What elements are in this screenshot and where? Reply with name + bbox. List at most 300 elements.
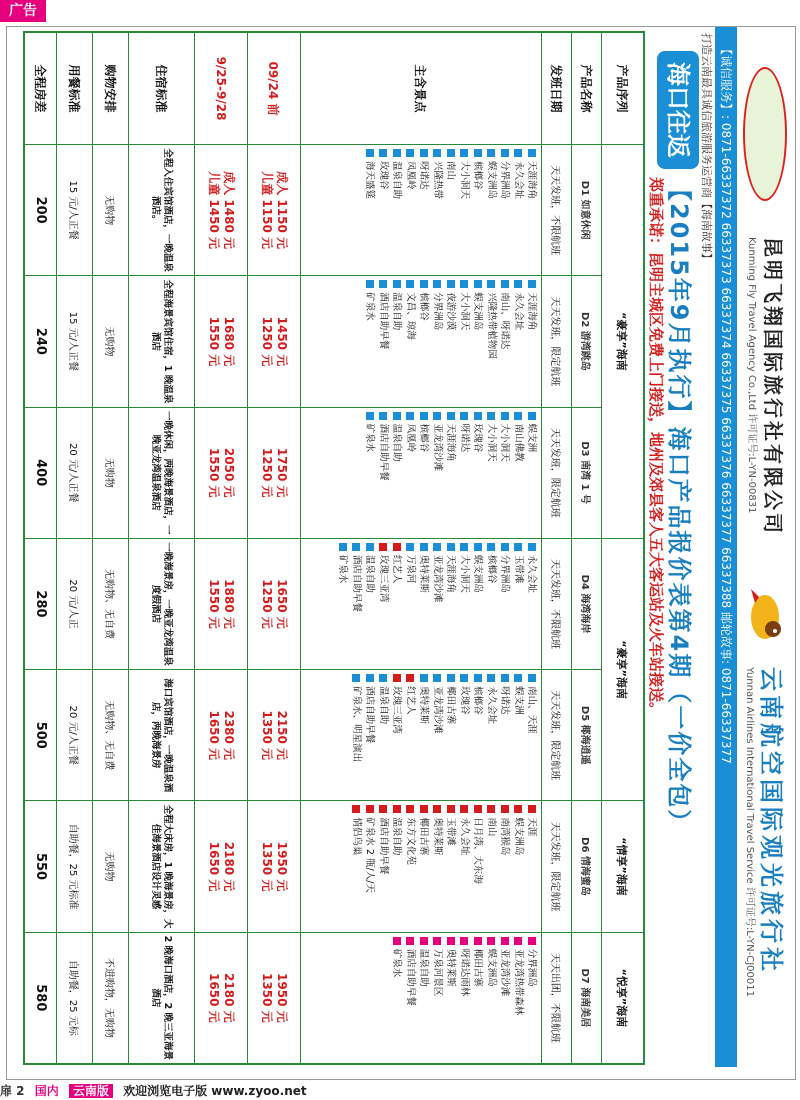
spot-item xyxy=(484,674,498,796)
spot-text: 南山、呀诺达 xyxy=(499,292,511,350)
row-spots xyxy=(300,33,542,1064)
spot-text: 南山佛教 xyxy=(512,423,524,462)
bullet-square-icon xyxy=(487,149,495,157)
spot-item xyxy=(376,543,390,665)
bullet-square-icon xyxy=(501,674,509,682)
spots-list xyxy=(300,407,542,538)
bullet-square-icon xyxy=(447,280,455,288)
promise-text: 郑重承诺：昆明主城区免费上门接送，地州及郊县客人五大客运站及火车站接送。 xyxy=(647,177,665,718)
bullet-square-icon xyxy=(447,412,455,420)
spot-text: 亚龙湾沙滩 xyxy=(431,686,443,734)
shopping-cell: 无购物 xyxy=(92,276,128,407)
bullet-square-icon xyxy=(433,412,441,420)
bullet-square-icon xyxy=(528,543,536,551)
bullet-square-icon xyxy=(379,149,387,157)
spot-text: 酒店自助早餐 xyxy=(404,948,416,1006)
price-cell: 2180 元 1650 元 xyxy=(194,932,247,1063)
spot-item xyxy=(511,280,525,402)
spot-item xyxy=(430,543,444,665)
spot-text: 大小洞天 xyxy=(499,423,511,462)
spot-item xyxy=(471,805,485,927)
bullet-square-icon xyxy=(406,674,414,682)
spot-text: 温泉自助 xyxy=(391,161,403,200)
spot-text: 天涯海角 xyxy=(526,292,538,331)
spot-text: 温泉自助 xyxy=(364,554,376,593)
spot-item xyxy=(457,543,471,665)
spot-text: 矿泉水 xyxy=(364,292,376,321)
spot-text: 奥特莱斯 xyxy=(431,817,443,856)
bullet-square-icon xyxy=(514,412,522,420)
spot-text: 槟榔谷 xyxy=(472,161,484,190)
spot-text: 椰田古寨 xyxy=(445,686,457,725)
company2-name: 云南航空国际观光旅行社 xyxy=(757,667,785,975)
spot-text: 呀诺达 xyxy=(458,423,470,453)
spot-item xyxy=(430,937,444,1059)
spot-text: 分界洲岛 xyxy=(431,292,443,331)
bullet-square-icon xyxy=(528,412,536,420)
bullet-square-icon xyxy=(406,280,414,288)
row-label: 09/24 前 xyxy=(247,33,300,145)
bullet-square-icon xyxy=(406,805,414,813)
bullet-square-icon xyxy=(379,674,387,682)
spot-item xyxy=(444,937,458,1059)
spot-text: 酒店自助早餐 xyxy=(350,554,362,612)
spot-item xyxy=(484,805,498,927)
bullet-square-icon xyxy=(501,412,509,420)
bullet-square-icon xyxy=(487,937,495,945)
spot-item xyxy=(363,149,377,271)
bullet-square-icon xyxy=(366,149,374,157)
price-cell: 1950 元 1350 元 xyxy=(247,801,300,932)
bullet-square-icon xyxy=(420,412,428,420)
spot-text: 夜游沙漠 xyxy=(445,292,457,331)
price-cell: 1950 元 1350 元 xyxy=(247,932,300,1063)
spot-text: 椰田古寨 xyxy=(472,948,484,987)
meal-cell: 自助餐，25 元标准 xyxy=(56,801,92,932)
spot-item xyxy=(525,674,539,796)
spot-text: 情侣鸟巢 xyxy=(350,817,362,856)
spot-text: 分界洲岛 xyxy=(499,161,511,200)
spot-text: 矿泉水 2 瓶/人/天 xyxy=(364,817,376,893)
departure: 天天发班，限定航班 xyxy=(542,670,572,801)
bullet-square-icon xyxy=(528,280,536,288)
spot-item xyxy=(511,543,525,665)
spots-list xyxy=(300,670,542,801)
bullet-square-icon xyxy=(447,543,455,551)
departure: 天天发班，限定航班 xyxy=(542,276,572,407)
spot-item xyxy=(363,412,377,534)
room-cell: 200 xyxy=(25,145,57,276)
spot-text: 大小洞天 xyxy=(458,161,470,200)
bullet-square-icon xyxy=(487,412,495,420)
price-cell: 成人 1480 元 儿童 1450 元 xyxy=(194,145,247,276)
spot-item xyxy=(498,543,512,665)
row-meal xyxy=(56,33,92,1064)
group-label: “豪享”海南 xyxy=(601,145,643,539)
spot-text: 大小洞天 xyxy=(458,292,470,331)
meal-cell: 自助餐，25 元标 xyxy=(56,932,92,1063)
spot-item xyxy=(336,543,350,665)
spot-item xyxy=(511,149,525,271)
bullet-square-icon xyxy=(447,674,455,682)
bullet-square-icon xyxy=(474,543,482,551)
spot-item xyxy=(471,674,485,796)
group-label: “悦享”海南 xyxy=(601,932,643,1063)
spot-text: 兴隆热带 xyxy=(431,161,443,200)
product-name: D2 游湾跳岛 xyxy=(571,276,601,407)
spot-item xyxy=(444,412,458,534)
bullet-square-icon xyxy=(379,805,387,813)
spot-item xyxy=(417,149,431,271)
spot-item xyxy=(457,937,471,1059)
row-series xyxy=(601,33,643,1064)
bullet-square-icon xyxy=(420,543,428,551)
spot-item xyxy=(457,674,471,796)
bullet-square-icon xyxy=(501,805,509,813)
spot-item xyxy=(417,937,431,1059)
page-title: 【2015年9月执行】海口产品报价表第4期（一价全包） xyxy=(665,177,693,836)
spot-text: 玫瑰三亚湾 xyxy=(377,554,389,603)
spot-item xyxy=(417,674,431,796)
spot-item xyxy=(444,543,458,665)
shopping-cell: 无购物、无自费 xyxy=(92,538,128,669)
spot-item xyxy=(498,674,512,796)
bullet-square-icon xyxy=(487,674,495,682)
price-cell: 2380 元 1650 元 xyxy=(194,670,247,801)
row-label: 用餐标准 xyxy=(56,33,92,145)
row-label: 9/25-9/28 xyxy=(194,33,247,145)
bullet-square-icon xyxy=(420,674,428,682)
edition-label: 云南版 xyxy=(69,1084,113,1098)
spot-item xyxy=(471,412,485,534)
price-cell: 成人 1150 元 儿童 1150 元 xyxy=(247,145,300,276)
spot-text: 玫瑰谷 xyxy=(458,686,470,715)
bullet-square-icon xyxy=(366,805,374,813)
bullet-square-icon xyxy=(406,149,414,157)
row-hotel xyxy=(128,33,194,1064)
spot-text: 大小洞天 xyxy=(485,423,497,462)
price-cell: 1750 元 1250 元 xyxy=(247,407,300,538)
bullet-square-icon xyxy=(460,937,468,945)
spot-item xyxy=(484,412,498,534)
bullet-square-icon xyxy=(406,937,414,945)
spot-text: 奥特莱斯 xyxy=(418,554,430,593)
departure: 天天发班，限定航班 xyxy=(542,801,572,932)
spot-text: 永久会址 xyxy=(512,161,524,200)
bullet-square-icon xyxy=(514,280,522,288)
spot-text: 矿泉水 xyxy=(391,948,403,978)
bullet-square-icon xyxy=(406,543,414,551)
spot-text: 天涯海角 xyxy=(445,423,457,462)
bullet-square-icon xyxy=(528,937,536,945)
bullet-square-icon xyxy=(460,280,468,288)
shopping-cell: 无购物、无自费 xyxy=(92,670,128,801)
bullet-square-icon xyxy=(474,805,482,813)
spot-item xyxy=(484,149,498,271)
spot-text: 亚龙湾沙滩 xyxy=(431,554,443,603)
spots-list xyxy=(300,538,542,669)
spot-text: 亚龙湾沙滩 xyxy=(499,948,511,997)
bullet-square-icon xyxy=(393,937,401,945)
product-name: D5 椰海逍遥 xyxy=(571,670,601,801)
bullet-square-icon xyxy=(433,937,441,945)
spot-item xyxy=(349,805,363,927)
row-label: 产品名称 xyxy=(571,33,601,145)
spot-text: 矿泉水 xyxy=(364,423,376,453)
spot-text: 兴隆热带植物园 xyxy=(485,292,497,359)
bullet-square-icon xyxy=(379,412,387,420)
group-label: “情享”海南 xyxy=(601,801,643,932)
row-price1 xyxy=(247,33,300,1064)
spot-item xyxy=(444,149,458,271)
spot-item xyxy=(403,149,417,271)
header xyxy=(699,27,795,1067)
row-label: 住宿标准 xyxy=(128,33,194,145)
bullet-square-icon xyxy=(514,674,522,682)
bullet-square-icon xyxy=(352,805,360,813)
spot-item xyxy=(363,674,377,796)
spot-text: 红艺人 xyxy=(391,554,403,584)
spot-item xyxy=(430,412,444,534)
spot-item xyxy=(511,805,525,927)
bullet-square-icon xyxy=(460,805,468,813)
spot-text: 红艺人 xyxy=(404,686,416,715)
spot-text: 南山 xyxy=(485,817,497,837)
tagline: 打造云南最具诚信旅游服务运营商【海南故事】 xyxy=(700,33,713,264)
spot-text: 天涯海角 xyxy=(445,554,457,593)
spot-item xyxy=(363,280,377,402)
spot-item xyxy=(430,674,444,796)
shopping-cell: 无购物 xyxy=(92,407,128,538)
spot-item xyxy=(376,674,390,796)
spot-item xyxy=(390,937,404,1059)
company2-sub: Yunnan Airlines International Travel Service 许可证号:L-YN-CJ00011 xyxy=(744,667,755,997)
bullet-square-icon xyxy=(514,937,522,945)
bullet-square-icon xyxy=(474,937,482,945)
spot-item xyxy=(525,412,539,534)
shopping-cell: 不进购物，无购物 xyxy=(92,932,128,1063)
shopping-cell: 无购物 xyxy=(92,801,128,932)
bullet-square-icon xyxy=(366,543,374,551)
bullet-square-icon xyxy=(393,412,401,420)
spot-text: 酒店自助早餐 xyxy=(377,423,389,481)
spot-text: 分界洲岛 xyxy=(499,554,511,593)
bullet-square-icon xyxy=(501,543,509,551)
spot-item xyxy=(457,149,471,271)
spots-list xyxy=(300,801,542,932)
spot-text: 槟榔谷 xyxy=(418,423,430,453)
spot-item xyxy=(525,937,539,1059)
spot-text: 分界洲岛 xyxy=(526,948,538,987)
bullet-square-icon xyxy=(420,937,428,945)
spot-text: 蜈支洲 xyxy=(526,423,538,453)
spot-item xyxy=(471,149,485,271)
spot-text: 温泉自助 xyxy=(418,948,430,987)
meal-cell: 20 元/人正餐 xyxy=(56,670,92,801)
spot-text: 酒店自助早餐 xyxy=(377,817,389,875)
room-cell: 400 xyxy=(25,407,57,538)
page-number: 扉 2 xyxy=(0,1084,25,1098)
spot-item xyxy=(390,280,404,402)
bullet-square-icon xyxy=(501,937,509,945)
spot-item xyxy=(376,280,390,402)
spot-item xyxy=(511,937,525,1059)
bullet-square-icon xyxy=(420,149,428,157)
spot-text: 蜈支洲 xyxy=(512,686,524,715)
departure: 天天发班，限定航班 xyxy=(542,407,572,538)
price-cell: 2050 元 1550 元 xyxy=(194,407,247,538)
spot-text: 玫瑰谷 xyxy=(472,423,484,453)
mascot-icon xyxy=(747,587,789,647)
bullet-square-icon xyxy=(406,412,414,420)
bullet-square-icon xyxy=(528,805,536,813)
spot-item xyxy=(403,674,417,796)
row-shopping xyxy=(92,33,128,1064)
spots-list xyxy=(300,276,542,407)
bullet-square-icon xyxy=(460,149,468,157)
spot-text: 槟榔谷 xyxy=(472,686,484,715)
row-departure xyxy=(542,33,572,1064)
bullet-square-icon xyxy=(393,280,401,288)
spot-text: 文昌、琼海 xyxy=(404,292,416,340)
spots-list xyxy=(300,145,542,276)
room-cell: 550 xyxy=(25,801,57,932)
spot-item xyxy=(363,805,377,927)
spot-item xyxy=(511,412,525,534)
bullet-square-icon xyxy=(460,674,468,682)
departure: 天天发班，不限航班 xyxy=(542,145,572,276)
row-label: 产品序列 xyxy=(601,33,643,145)
product-name: D4 海湾海岸 xyxy=(571,538,601,669)
spot-item xyxy=(417,280,431,402)
row-room xyxy=(25,33,57,1064)
spot-item xyxy=(390,805,404,927)
bullet-square-icon xyxy=(474,280,482,288)
spot-text: 天涯海角 xyxy=(526,161,538,200)
bullet-square-icon xyxy=(433,543,441,551)
bullet-square-icon xyxy=(393,805,401,813)
room-cell: 500 xyxy=(25,670,57,801)
bullet-square-icon xyxy=(352,543,360,551)
spot-item xyxy=(498,937,512,1059)
spot-item xyxy=(349,543,363,665)
bullet-square-icon xyxy=(352,674,360,682)
spot-text: 凤凰岭 xyxy=(404,423,416,453)
company1-sub: Kunming Fly Travel Agency Co.,Ltd 许可证号:L-YN-00831 xyxy=(746,237,757,514)
room-cell: 240 xyxy=(25,276,57,407)
meal-cell: 15 元/人正餐 xyxy=(56,276,92,407)
hotel-cell: 全程海景宾馆住宿，1 晚温泉酒店 xyxy=(128,276,194,407)
footer-bar xyxy=(0,1082,800,1100)
spot-item xyxy=(444,674,458,796)
spot-text: 呀诺达 xyxy=(499,686,511,715)
product-name: D3 南湾 1 号 xyxy=(571,407,601,538)
spot-text: 大小洞天 xyxy=(458,554,470,593)
spot-text: 酒店自助早餐 xyxy=(364,686,376,744)
row-name xyxy=(571,33,601,1064)
spot-text: 玫瑰谷 xyxy=(377,161,389,190)
route-badge: 海口往返 xyxy=(657,51,699,169)
departure: 天天发班，不限航班 xyxy=(542,538,572,669)
spot-item xyxy=(390,543,404,665)
product-name: D6 情海蜜岛 xyxy=(571,801,601,932)
bullet-square-icon xyxy=(487,543,495,551)
spot-text: 南山 xyxy=(445,161,457,181)
spot-item xyxy=(376,805,390,927)
spot-text: 永久会址 xyxy=(512,292,524,331)
spot-item xyxy=(349,674,363,796)
spot-text: 亚龙湾热带森林 xyxy=(512,948,524,1016)
spot-text: 南湾猴岛 xyxy=(499,817,511,856)
row-label: 购物安排 xyxy=(92,33,128,145)
hotel-cell: 2 晚海口酒店，2 晚三亚海景酒店 xyxy=(128,932,194,1063)
row-price2 xyxy=(194,33,247,1064)
bullet-square-icon xyxy=(366,280,374,288)
bullet-square-icon xyxy=(528,674,536,682)
spot-text: 玉带滩 xyxy=(512,554,524,584)
meal-cell: 15 元/人正餐 xyxy=(56,145,92,276)
spot-text: 蜈支洲岛 xyxy=(512,817,524,856)
bullet-square-icon xyxy=(514,149,522,157)
bullet-square-icon xyxy=(339,543,347,551)
spot-item xyxy=(403,805,417,927)
bullet-square-icon xyxy=(487,805,495,813)
price-cell: 2150 元 1350 元 xyxy=(247,670,300,801)
footer-link[interactable]: 欢迎浏览电子版 www.zyoo.net xyxy=(123,1084,307,1098)
product-name: D7 海南美居 xyxy=(571,932,601,1063)
spot-text: 东方文化苑 xyxy=(404,817,416,865)
hotel-cell: 一晚休闲，两晚海景酒店，一晚亚龙湾温泉酒店 xyxy=(128,407,194,538)
spot-item xyxy=(403,937,417,1059)
spot-text: 奥特莱斯 xyxy=(445,948,457,987)
spot-item xyxy=(390,149,404,271)
bullet-square-icon xyxy=(366,674,374,682)
spot-item xyxy=(511,674,525,796)
spot-text: 海天盛筵 xyxy=(364,161,376,200)
spot-item xyxy=(403,280,417,402)
spot-item xyxy=(498,412,512,534)
row-label: 发班日期 xyxy=(542,33,572,145)
spots-list xyxy=(300,932,542,1063)
bullet-square-icon xyxy=(366,412,374,420)
spot-item xyxy=(484,280,498,402)
bullet-square-icon xyxy=(447,149,455,157)
hotel-cell: 全程大床房，1 晚海景房，大佳海景酒店设计灵感 xyxy=(128,801,194,932)
section-label: 国内 xyxy=(34,1084,59,1098)
spot-item xyxy=(417,412,431,534)
spot-item xyxy=(444,280,458,402)
spot-text: 玉带滩 xyxy=(445,817,457,846)
spot-item xyxy=(363,543,377,665)
spot-text: 蜈支洲岛 xyxy=(472,292,484,331)
bullet-square-icon xyxy=(393,149,401,157)
shopping-cell: 无购物 xyxy=(92,145,128,276)
spot-text: 槟榔谷 xyxy=(485,554,497,584)
phone-bar: 【诚信服务】: 0871-66337372 66337373 66337374 66337375 66337376 66337377 66337388 邮轮故事: 0871-66337377 xyxy=(715,27,737,1067)
bullet-square-icon xyxy=(433,674,441,682)
spot-item xyxy=(417,805,431,927)
spot-text: 亚龙湾沙滩 xyxy=(431,423,443,472)
company-logo xyxy=(743,67,787,201)
hotel-cell: 全程入住宾馆酒店，一晚温泉酒店。 xyxy=(128,145,194,276)
spot-text: 酒店自助早餐 xyxy=(377,292,389,350)
spot-text: 温泉自助 xyxy=(391,292,403,331)
meal-cell: 20 元/人正餐 xyxy=(56,407,92,538)
departure: 天天出团，不限航班 xyxy=(542,932,572,1063)
bullet-square-icon xyxy=(528,149,536,157)
bullet-square-icon xyxy=(393,543,401,551)
row-label: 全程房差 xyxy=(25,33,57,145)
